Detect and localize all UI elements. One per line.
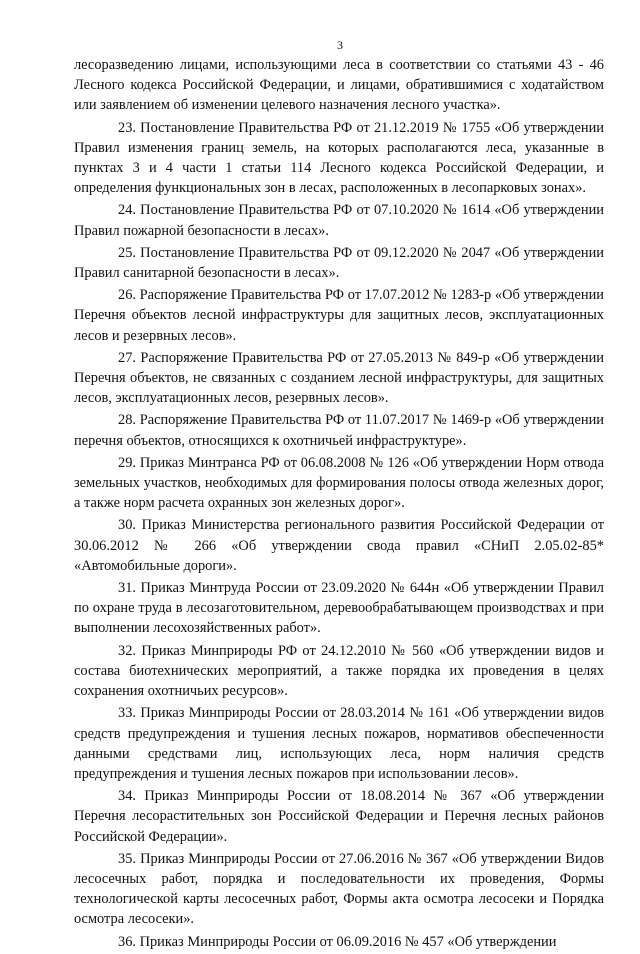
page-number: 3 <box>337 38 343 52</box>
list-item-26: 26. Распоряжение Правительства РФ от 17.07.2012 № 1283-р «Об утверждении Перечня объектов лесной инфраструктуры для защитных лесов, эксплуатационных лесов и резервных лесов». <box>74 287 604 344</box>
list-item-25: 25. Постановление Правительства РФ от 09.12.2020 № 2047 «Об утверждении Правил санитарной безопасности в лесах». <box>74 244 604 282</box>
list-item-35: 35. Приказ Минприроды России от 27.06.2016 № 367 «Об утверждении Видов лесосечных работ, порядка и последовательности их проведения, Формы технологической карты лесосечных работ, Формы акта осмотра лесосеки и Порядка осмотра лесосеки». <box>74 850 604 928</box>
list-item-33: 33. Приказ Минприроды России от 28.03.2014 № 161 «Об утверждении видов средств предупреждения и тушения лесных пожаров, нормативов обеспеченности данными средствами лиц, использующих леса, норм наличия средств предупреждения и тушения лесных пожаров при использовании лесов». <box>74 705 604 782</box>
list-item-28: 28. Распоряжение Правительства РФ от 11.07.2017 № 1469-р «Об утверждении перечня объектов, относящихся к охотничьей инфраструктуре». <box>74 412 604 449</box>
list-item-29: 29. Приказ Минтранса РФ от 06.08.2008 № 126 «Об утверждении Норм отвода земельных участков, необходимых для формирования полосы отвода железных дорог, а также норм расчета охранных зон железных дорог». <box>74 454 604 512</box>
list-item-31: 31. Приказ Минтруда России от 23.09.2020 № 644н «Об утверждении Правил по охране труда в лесозаготовительном, деревообрабатывающем производствах и при выполнении лесохозяйственных работ». <box>74 580 604 637</box>
list-item-24: 24. Постановление Правительства РФ от 07.10.2020 № 1614 «Об утверждении Правил пожарной безопасности в лесах». <box>74 202 604 239</box>
list-item-32: 32. Приказ Минприроды РФ от 24.12.2010 № 560 «Об утверждении видов и состава биотехнических мероприятий, а также порядка их проведения в целях сохранения охотничьих ресурсов». <box>74 642 604 700</box>
list-item-27: 27. Распоряжение Правительства РФ от 27.05.2013 № 849-р «Об утверждении Перечня объектов, не связанных с созданием лесной инфраструктуры, для защитных лесов, эксплуатационных лесов, резервных лесов». <box>74 349 604 407</box>
list-item-23: 23. Постановление Правительства РФ от 21.12.2019 № 1755 «Об утверждении Правил изменения границ земель, на которых располагаются леса, указанные в пунктах 3 и 4 части 1 статьи 114 Лесного кодекса Российской Федерации, и определения функциональных зон в лесах, расположенных в лесопарковых зонах». <box>74 119 604 197</box>
list-item-36: 36. Приказ Минприроды России от 06.09.2016 № 457 «Об утверждении <box>118 933 557 950</box>
paragraph-continuation: лесоразведению лицами, использующими леса в соответствии со статьями 43 - 46 Лесного кодекса Российской Федерации, и лицами, обратившимися с ходатайством или заявлением об изменении целевого назначения лесного участка». <box>74 57 604 114</box>
list-item-34: 34. Приказ Минприроды России от 18.08.2014 № 367 «Об утверждении Перечня лесорастительных зон Российской Федерации и Перечня лесных районов Российской Федерации». <box>74 788 604 845</box>
list-item-30: 30. Приказ Министерства регионального развития Российской Федерации от 30.06.2012 № 266 «Об утверждении свода правил «СНиП 2.05.02-85* «Автомобильные дороги». <box>74 517 604 574</box>
document-body <box>74 55 604 954</box>
